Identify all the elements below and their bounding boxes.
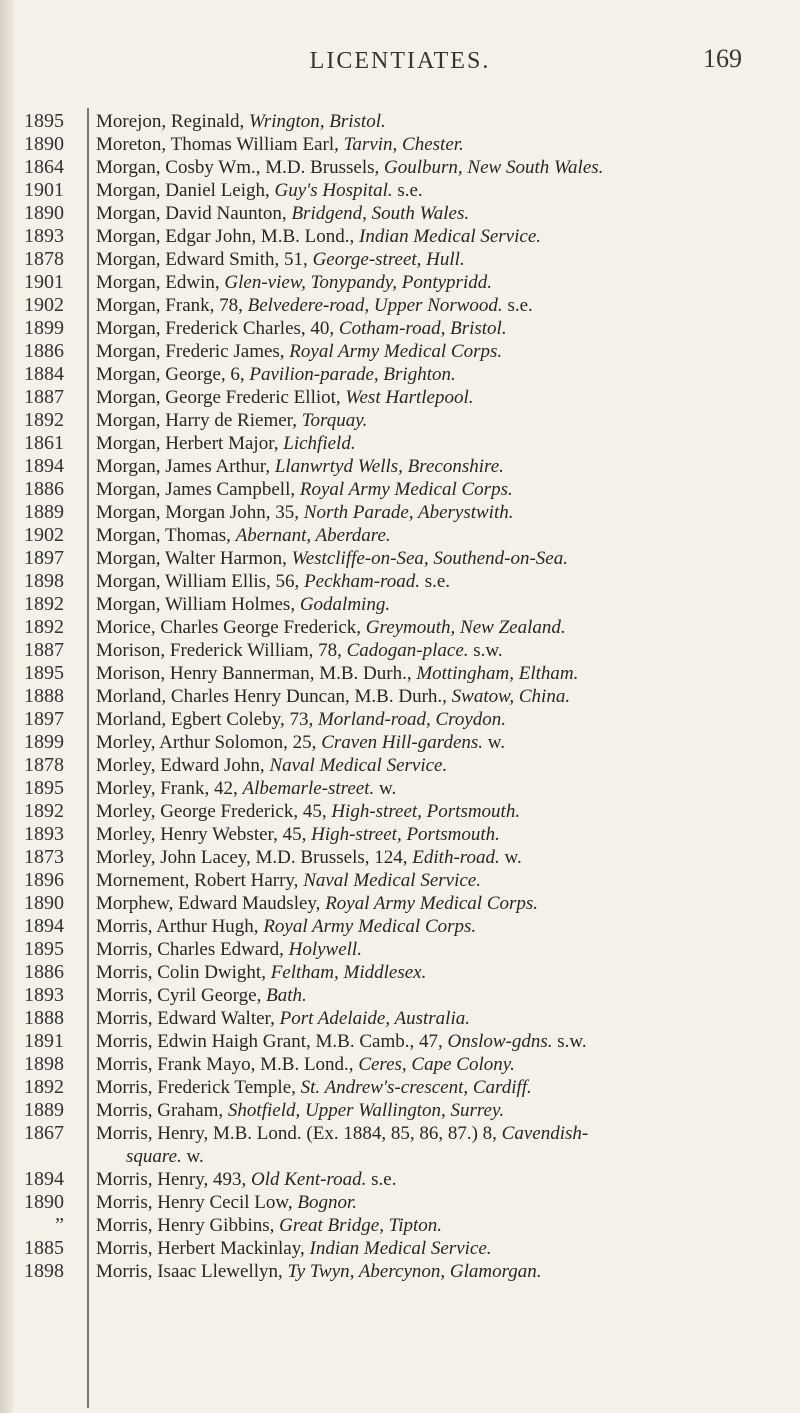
entry-row [96, 225, 796, 248]
entry-row [96, 294, 796, 317]
entry-name: Morris, Henry Gibbins, [96, 1215, 280, 1236]
entry-name: Morland, Charles Henry Duncan, M.B. Durh., [96, 686, 452, 707]
entry-year: 1888 [24, 1007, 64, 1029]
entry-year: 1887 [24, 639, 64, 661]
entry-address: Naval Medical Service. [303, 870, 481, 891]
entry-address: Craven Hill-gardens. [321, 732, 484, 753]
entry-name: Morgan, Cosby Wm., M.D. Brussels, [96, 157, 385, 178]
entry-name: Morgan, Frank, 78, [96, 295, 248, 316]
entry-address: Feltham, Middlesex. [270, 962, 427, 983]
entry-name: Morison, Frederick William, 78, [96, 640, 347, 661]
entry-year: 1884 [24, 363, 64, 385]
entry-name: Morgan, Herbert Major, [96, 433, 284, 454]
entry-row [96, 386, 796, 409]
entry-district: s.e. [502, 295, 533, 316]
entry-name: Morris, Frank Mayo, M.B. Lond., [96, 1054, 359, 1075]
entry-name: Morgan, Edgar John, M.B. Lond., [96, 226, 359, 247]
entry-year: 1878 [24, 754, 64, 776]
entry-address: Holywell. [288, 939, 362, 960]
entry-address: Belvedere-road, Upper Norwood. [247, 295, 503, 316]
entry-row [96, 133, 796, 156]
entry-year: 1887 [24, 386, 64, 408]
entry-row [96, 1030, 796, 1053]
entry-year: 1902 [24, 524, 64, 546]
entry-row [96, 547, 796, 570]
entry-row [96, 961, 796, 984]
entry-address: Bognor. [297, 1192, 358, 1213]
entry-address: Greymouth, New Zealand. [365, 617, 566, 638]
entry-address: Abernant, Aberdare. [235, 525, 391, 546]
entry-district: s.e. [392, 180, 423, 201]
entry-row [96, 1122, 796, 1168]
entry-address: Cadogan-place. [346, 640, 469, 661]
entry-year: 1892 [24, 409, 64, 431]
entry-address: Pavilion-parade, Brighton. [249, 364, 456, 385]
entry-address: Peckham-road. [304, 571, 420, 592]
entry-name: Morgan, Walter Harmon, [96, 548, 292, 569]
entry-year: 1889 [24, 1099, 64, 1121]
entry-name: Morris, Charles Edward, [96, 939, 289, 960]
entry-row [96, 478, 796, 501]
year-column [0, 110, 86, 1283]
entry-year: 1890 [24, 1191, 64, 1213]
entry-row [96, 156, 796, 179]
entry-name: Morley, Arthur Solomon, 25, [96, 732, 322, 753]
entry-year: 1890 [24, 133, 64, 155]
entry-row [96, 685, 796, 708]
entry-year: 1889 [24, 501, 64, 523]
entry-name: Morejon, Reginald, [96, 111, 250, 132]
entry-address: Indian Medical Service. [359, 226, 542, 247]
entry-address: Morland-road, Croydon. [317, 709, 507, 730]
entry-district: w. [374, 778, 397, 799]
entry-year: 1895 [24, 777, 64, 799]
entry-row [96, 455, 796, 478]
entry-row [96, 524, 796, 547]
entry-row [96, 248, 796, 271]
entry-address: St. Andrew's-crescent, Cardiff. [300, 1077, 532, 1098]
entry-year: 1886 [24, 340, 64, 362]
entry-name: Morley, Frank, 42, [96, 778, 243, 799]
entry-address: Wrington, Bristol. [249, 111, 386, 132]
entry-name: Morgan, David Naunton, [96, 203, 292, 224]
entry-year: 1899 [24, 317, 64, 339]
entry-address: Cotham-road, Bristol. [338, 318, 507, 339]
entry-address: Lichfield. [283, 433, 356, 454]
entry-year: 1898 [24, 570, 64, 592]
entry-row [96, 800, 796, 823]
entry-address: Llanwrtyd Wells, Breconshire. [274, 456, 504, 477]
entry-name: Mornement, Robert Harry, [96, 870, 304, 891]
entry-year: 1895 [24, 110, 64, 132]
entry-address: Royal Army Medical Corps. [325, 893, 539, 914]
entry-year: 1902 [24, 294, 64, 316]
entry-row [96, 616, 796, 639]
entry-name: Morley, George Frederick, 45, [96, 801, 332, 822]
entry-address: Edith-road. [412, 847, 500, 868]
entry-row [96, 1260, 796, 1283]
entry-year: 1898 [24, 1053, 64, 1075]
entry-row [96, 202, 796, 225]
entry-address: Ceres, Cape Colony. [358, 1054, 515, 1075]
entry-name: Morgan, Thomas, [96, 525, 236, 546]
entry-row [96, 593, 796, 616]
entry-district: w. [181, 1146, 204, 1167]
entry-address: Swatow, China. [451, 686, 571, 707]
entry-name: Morley, Henry Webster, 45, [96, 824, 312, 845]
entry-address: Naval Medical Service. [269, 755, 448, 776]
entry-year: 1897 [24, 547, 64, 569]
entry-address: Indian Medical Service. [309, 1238, 492, 1259]
entry-name: Morgan, William Ellis, 56, [96, 571, 305, 592]
entry-name: Morgan, James Campbell, [96, 479, 300, 500]
entry-name: Morgan, Frederick Charles, 40, [96, 318, 339, 339]
entry-year: 1892 [24, 800, 64, 822]
entry-year: 1892 [24, 616, 64, 638]
entry-name: Moreton, Thomas William Earl, [96, 134, 344, 155]
entry-row [96, 639, 796, 662]
entry-name: Morris, Edwin Haigh Grant, M.B. Camb., 47, [96, 1031, 448, 1052]
entry-year: 1892 [24, 593, 64, 615]
entry-row [96, 1053, 796, 1076]
entry-year: 1894 [24, 1168, 64, 1190]
entry-name: Morland, Egbert Coleby, 73, [96, 709, 318, 730]
entry-row [96, 754, 796, 777]
entry-row [96, 409, 796, 432]
entry-name: Morgan, Edwin, [96, 272, 225, 293]
entry-row [96, 731, 796, 754]
entry-row [96, 662, 796, 685]
entry-row [96, 915, 796, 938]
entry-name: Morris, Graham, [96, 1100, 228, 1121]
entry-year: 1896 [24, 869, 64, 891]
entry-year: 1897 [24, 708, 64, 730]
column-divider [87, 108, 89, 1408]
entry-row [96, 777, 796, 800]
entry-name: Morris, Cyril George, [96, 985, 267, 1006]
entry-name: Morley, John Lacey, M.D. Brussels, 124, [96, 847, 413, 868]
entry-row [96, 110, 796, 133]
entry-address: High-street, Portsmouth. [331, 801, 521, 822]
entry-district: s.e. [419, 571, 451, 592]
entry-address: Cavendish- [501, 1123, 589, 1144]
entry-address: Bath. [266, 985, 307, 1006]
entry-address: Old Kent-road. [250, 1169, 367, 1190]
entry-row [96, 892, 796, 915]
entry-address: Port Adelaide, Australia. [279, 1008, 470, 1029]
entry-name: Morgan, Edward Smith, 51, [96, 249, 313, 270]
entry-name: Morice, Charles George Frederick, [96, 617, 366, 638]
entry-year: 1890 [24, 892, 64, 914]
entry-year: 1893 [24, 225, 64, 247]
entry-name: Morris, Isaac Llewellyn, [96, 1261, 288, 1282]
entry-year: 1901 [24, 179, 64, 201]
entry-year: 1864 [24, 156, 64, 178]
entry-name: Morris, Colin Dwight, [96, 962, 271, 983]
entry-name: Morgan, Frederic James, [96, 341, 290, 362]
entry-list [96, 110, 796, 1283]
entry-name: Morris, Henry, 493, [96, 1169, 251, 1190]
entry-address: Shotfield, Upper Wallington, Surrey. [227, 1100, 505, 1121]
entry-year: 1878 [24, 248, 64, 270]
entry-name: Morgan, William Holmes, [96, 594, 300, 615]
entry-name: Morley, Edward John, [96, 755, 270, 776]
entry-year: 1895 [24, 938, 64, 960]
entry-address: North Parade, Aberystwith. [303, 502, 514, 523]
entry-address: Bridgend, South Wales. [291, 203, 470, 224]
entry-name: Morgan, Harry de Riemer, [96, 410, 302, 431]
entry-year: 1890 [24, 202, 64, 224]
entry-address: Torquay. [301, 410, 368, 431]
entry-name: Morgan, George Frederic Elliot, [96, 387, 346, 408]
entry-year: 1901 [24, 271, 64, 293]
entry-year: 1891 [24, 1030, 64, 1052]
entry-row [96, 317, 796, 340]
entry-district: w. [499, 847, 522, 868]
entry-district: s.w. [468, 640, 503, 661]
entry-name: Morgan, George, 6, [96, 364, 250, 385]
year-spacer [0, 1145, 86, 1168]
entry-address: Albemarle-street. [242, 778, 375, 799]
entry-address: Glen-view, Tonypandy, Pontypridd. [224, 272, 492, 293]
entry-year: 1888 [24, 685, 64, 707]
entry-address: Guy's Hospital. [274, 180, 393, 201]
entry-year: 1886 [24, 478, 64, 500]
entry-name: Morris, Herbert Mackinlay, [96, 1238, 310, 1259]
entry-year: ” [55, 1214, 64, 1236]
entry-row [96, 823, 796, 846]
entry-address: High-street, Portsmouth. [311, 824, 500, 845]
entry-name: Morris, Henry, M.B. Lond. (Ex. 1884, 85, 86, 87.) 8, [96, 1123, 502, 1144]
entry-name: Morris, Frederick Temple, [96, 1077, 301, 1098]
entry-district: s.w. [552, 1031, 587, 1052]
entry-address: Goulburn, New South Wales. [384, 157, 604, 178]
entry-district: w. [483, 732, 506, 753]
entry-year: 1892 [24, 1076, 64, 1098]
entry-row [96, 846, 796, 869]
entry-year: 1867 [24, 1122, 64, 1144]
entry-address: Westcliffe-on-Sea, Southend-on-Sea. [291, 548, 568, 569]
entry-row [96, 432, 796, 455]
entry-row [96, 179, 796, 202]
entry-name: Morison, Henry Bannerman, M.B. Durh., [96, 663, 417, 684]
entry-year: 1899 [24, 731, 64, 753]
entry-name: Morris, Arthur Hugh, [96, 916, 264, 937]
entry-year: 1895 [24, 662, 64, 684]
entry-name: Morgan, Daniel Leigh, [96, 180, 275, 201]
entry-row [96, 938, 796, 961]
entry-name: Morgan, Morgan John, 35, [96, 502, 304, 523]
entry-year: 1861 [24, 432, 64, 454]
entry-address: Onslow-gdns. [447, 1031, 553, 1052]
entry-name: Morris, Edward Walter, [96, 1008, 280, 1029]
entry-year: 1898 [24, 1260, 64, 1282]
entry-address: Tarvin, Chester. [343, 134, 464, 155]
entry-address: Great Bridge, Tipton. [279, 1215, 443, 1236]
entry-row [96, 1076, 796, 1099]
entry-address: West Hartlepool. [345, 387, 474, 408]
entry-year: 1893 [24, 984, 64, 1006]
entry-row [96, 570, 796, 593]
entry-year: 1893 [24, 823, 64, 845]
entry-row [96, 340, 796, 363]
entry-year: 1873 [24, 846, 64, 868]
entry-row [96, 1007, 796, 1030]
entry-address: Royal Army Medical Corps. [299, 479, 513, 500]
entry-row [96, 1191, 796, 1214]
entry-address: Royal Army Medical Corps. [289, 341, 503, 362]
entry-row [96, 1237, 796, 1260]
entry-row [96, 984, 796, 1007]
running-header-title: LICENTIATES. [309, 48, 491, 74]
entry-address: Ty Twyn, Abercynon, Glamorgan. [287, 1261, 542, 1282]
entry-row [96, 869, 796, 892]
entry-year: 1894 [24, 915, 64, 937]
entry-name: Morphew, Edward Maudsley, [96, 893, 326, 914]
entry-address: Mottingham, Eltham. [416, 663, 579, 684]
entry-row [96, 363, 796, 386]
entry-name: Morris, Henry Cecil Low, [96, 1192, 298, 1213]
entry-row [96, 501, 796, 524]
entry-address: George-street, Hull. [312, 249, 465, 270]
entry-row [96, 1099, 796, 1122]
entry-address: Royal Army Medical Corps. [263, 916, 477, 937]
entry-year: 1885 [24, 1237, 64, 1259]
entry-year: 1886 [24, 961, 64, 983]
entry-row [96, 708, 796, 731]
entry-continuation [96, 1145, 796, 1168]
entry-year: 1894 [24, 455, 64, 477]
entry-row [96, 271, 796, 294]
entry-district: s.e. [366, 1169, 397, 1190]
entry-row [96, 1168, 796, 1191]
entry-name: Morgan, James Arthur, [96, 456, 275, 477]
entry-continuation-address: square. [126, 1146, 182, 1167]
page-number: 169 [703, 44, 742, 73]
entry-row [96, 1214, 796, 1237]
entry-address: Godalming. [299, 594, 391, 615]
